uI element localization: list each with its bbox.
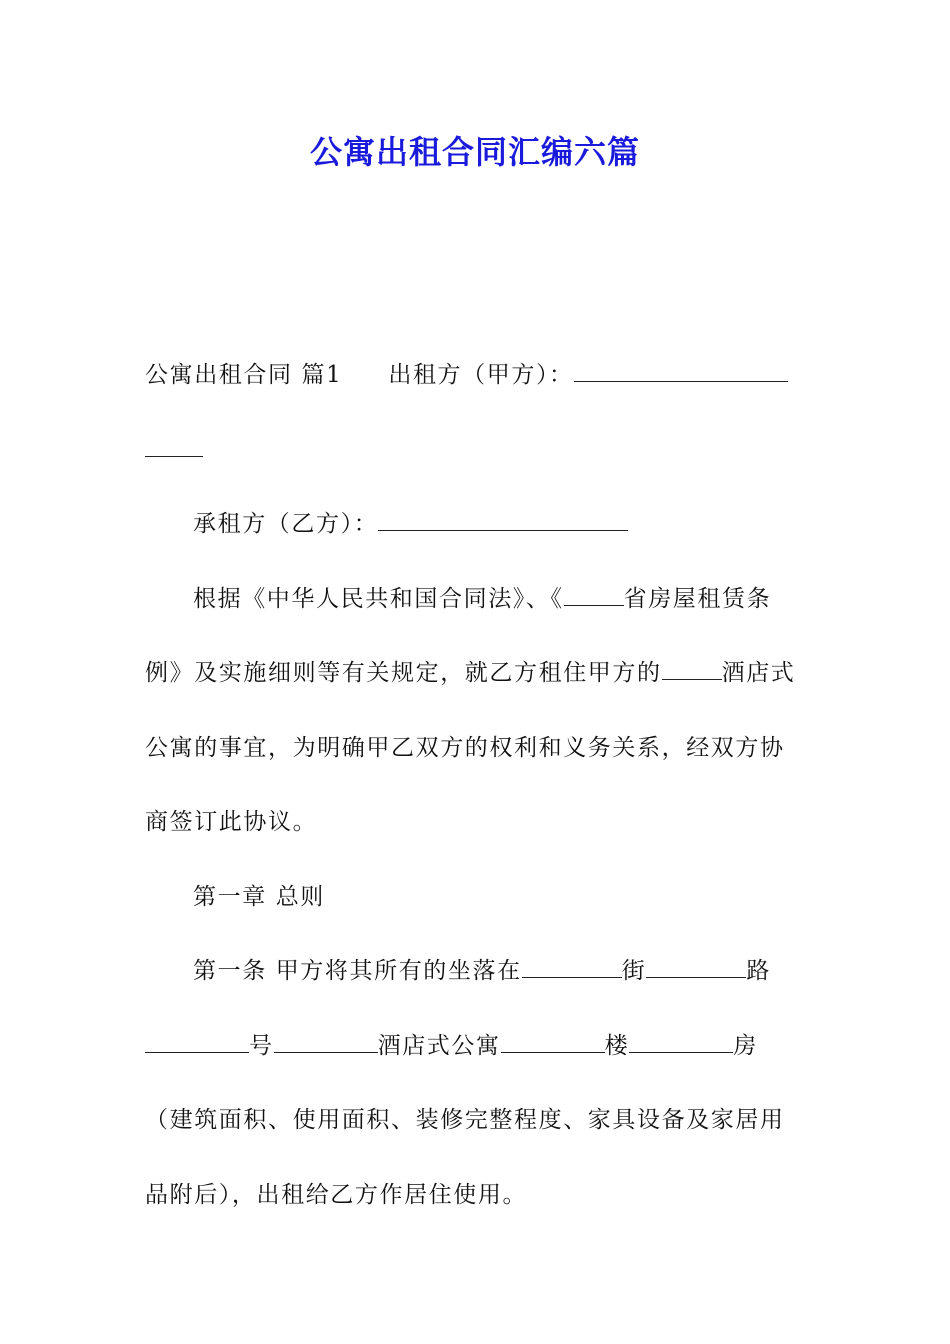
number-blank <box>274 1032 378 1053</box>
basis-text-2: 省房屋租赁条例》及实施细则等有关规定，就乙方租住甲方的 <box>145 585 772 686</box>
article-1 <box>145 934 807 1232</box>
room-text: 房（建筑面积、使用面积、装修完整程度、家具设备及家居用品附后），出租给乙方作居住使用。 <box>145 1032 785 1208</box>
basis-text-1: 根据《中华人民共和国合同法》、《 <box>193 585 564 612</box>
lessor-label: 出租方（甲方）： <box>388 362 574 388</box>
floor-blank <box>629 1032 733 1053</box>
contract-heading: 公寓出租合同 篇1 <box>145 362 343 388</box>
apartment-blank <box>501 1032 605 1053</box>
road-blank <box>145 1032 249 1053</box>
contract-heading-line <box>145 338 807 487</box>
apartment-label: 酒店式公寓 <box>377 1032 501 1059</box>
lessor-blank <box>574 361 788 382</box>
document-body <box>145 338 807 1232</box>
document-title: 公寓出租合同汇编六篇 <box>309 133 640 171</box>
location-blank <box>522 957 622 978</box>
lessee-blank <box>378 510 628 531</box>
basis-text-3: 酒店式公寓的事宜，为明确甲乙双方的权利和义务关系，经双方协商签订此协议。 <box>145 660 796 835</box>
number-label: 号 <box>249 1032 274 1059</box>
article-1-text: 第一条 甲方将其所有的坐落在 <box>193 958 522 984</box>
lessee-label: 承租方（乙方）： <box>193 511 379 537</box>
province-blank <box>564 585 624 606</box>
lessor-blank-continued <box>145 436 203 457</box>
street-blank <box>646 957 746 978</box>
street-label: 街 <box>621 958 647 984</box>
lessee-line <box>145 487 807 562</box>
apartment-name-blank <box>662 659 722 680</box>
road-label: 路 <box>746 958 771 984</box>
chapter-1-heading: 第一章 总则 <box>193 883 325 910</box>
floor-label: 楼 <box>604 1032 630 1059</box>
paragraph-basis <box>145 562 807 860</box>
